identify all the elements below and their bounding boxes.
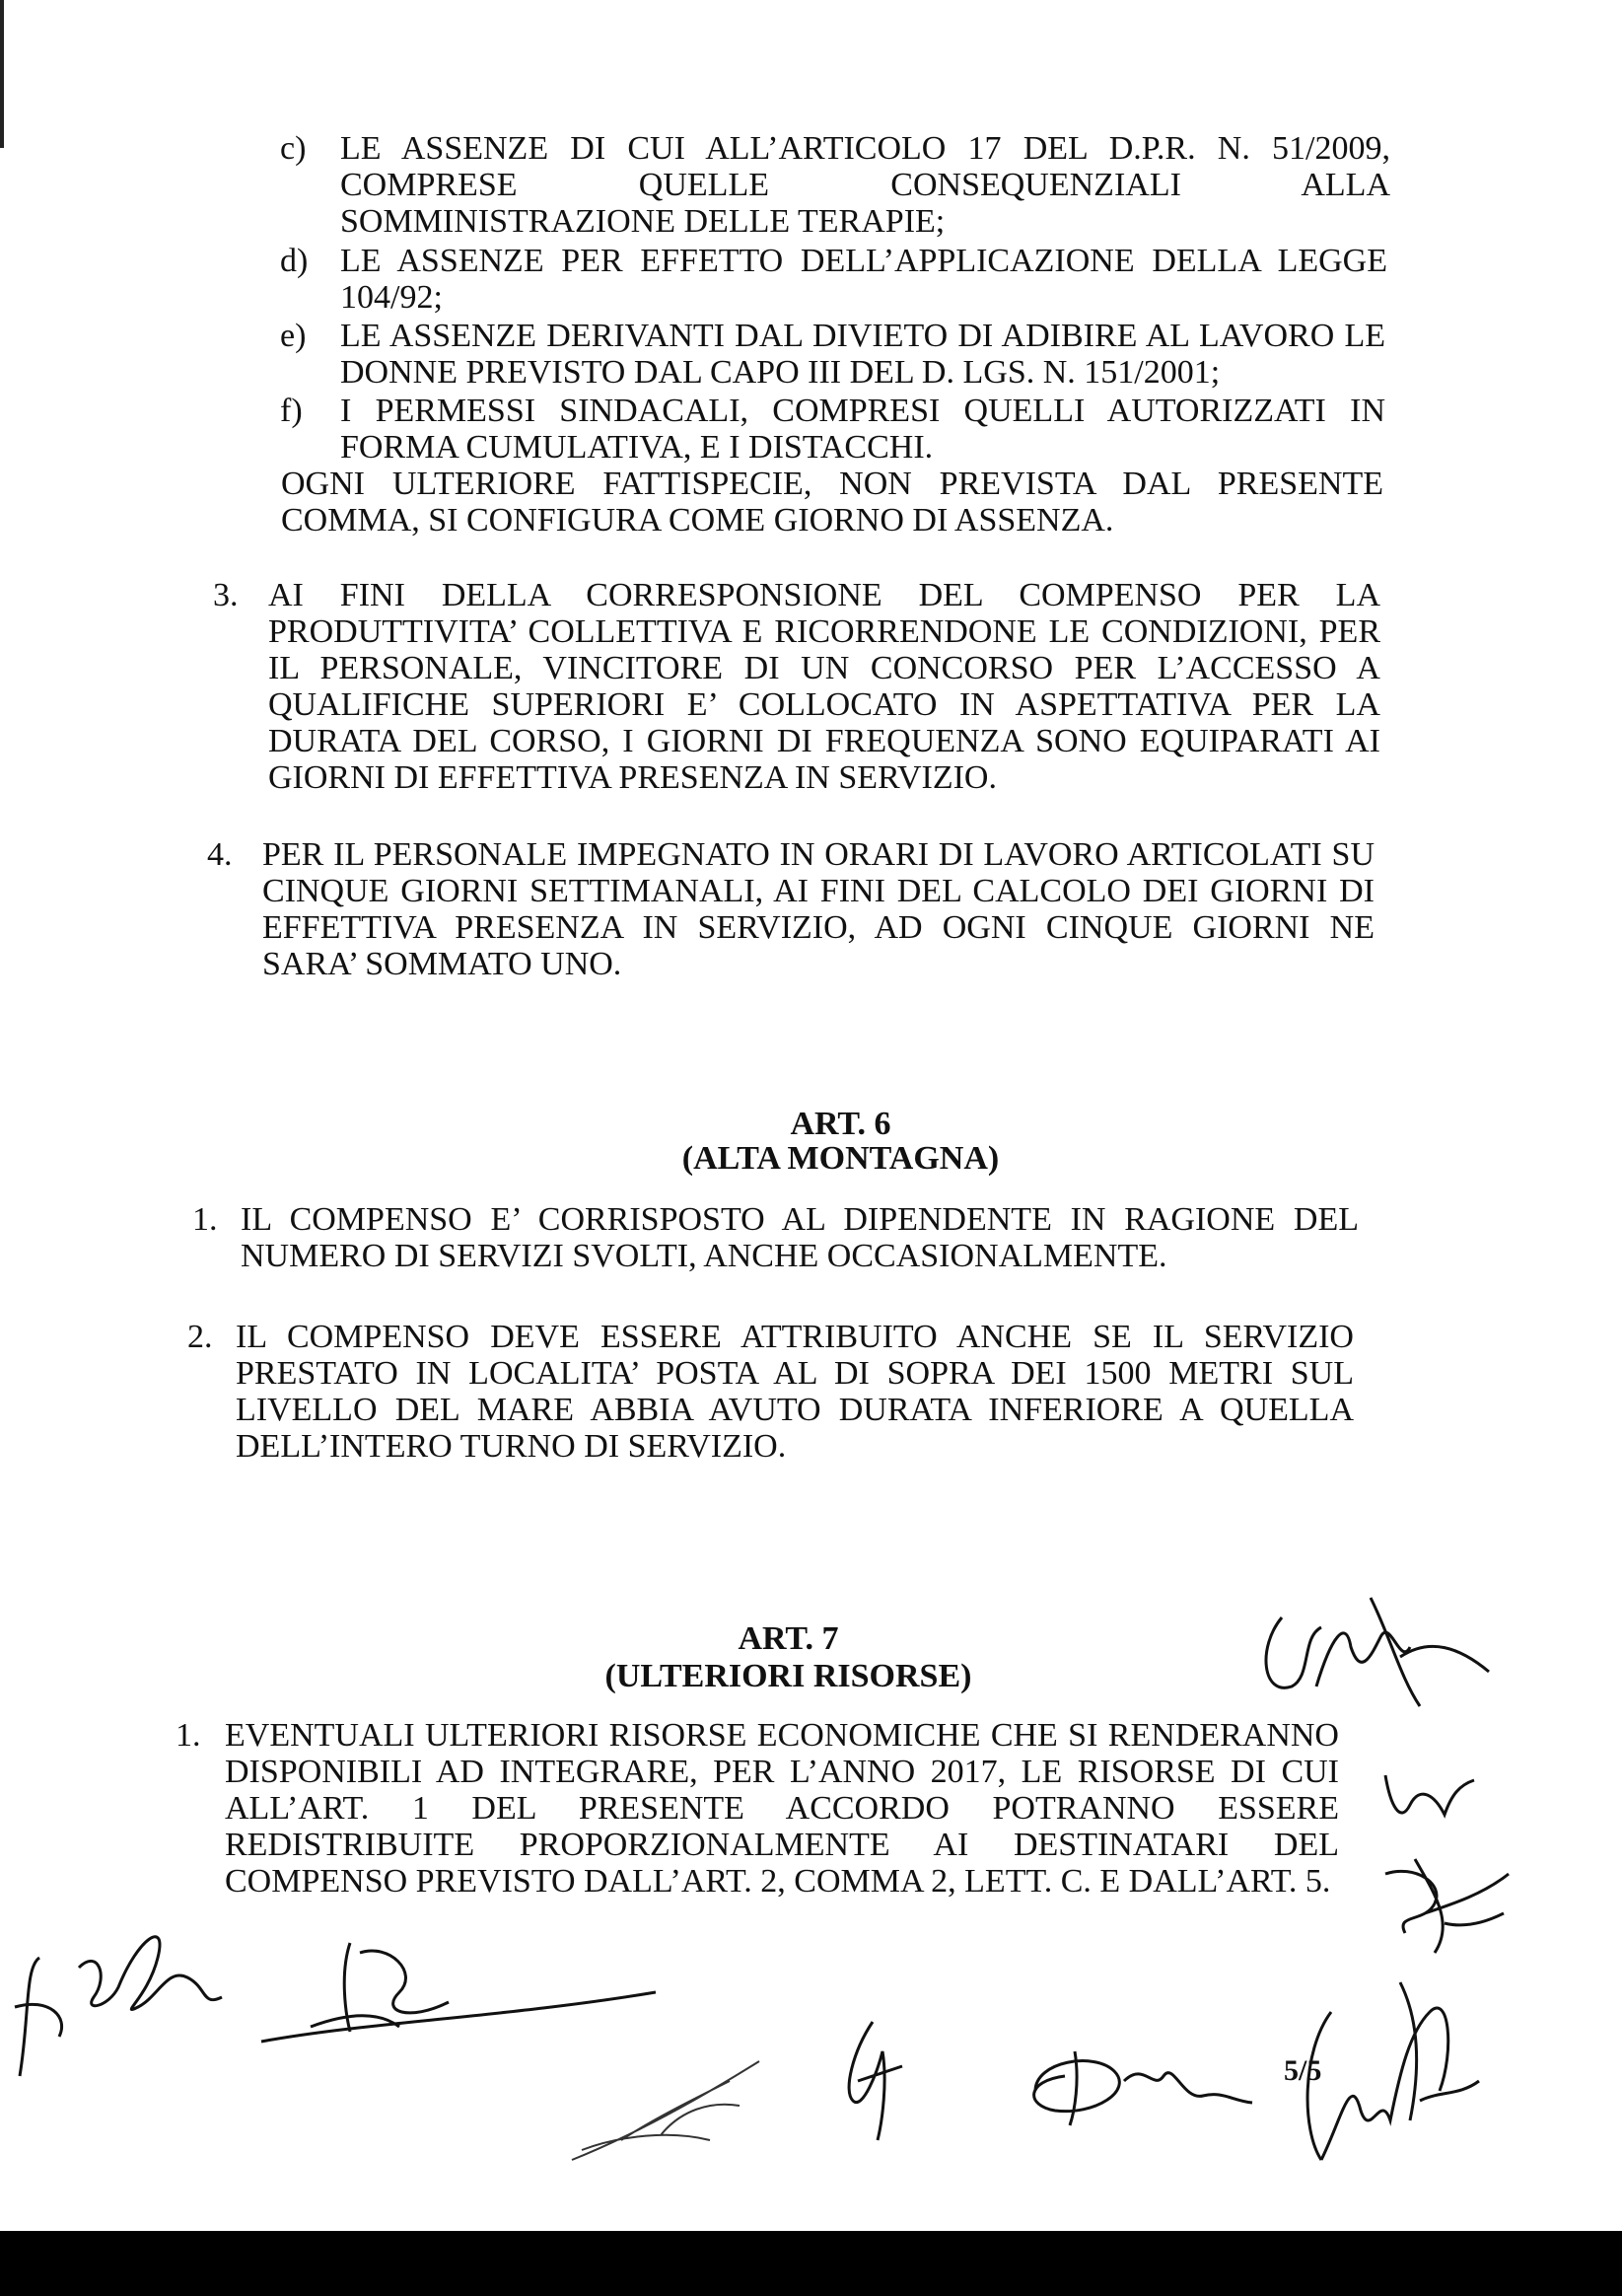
item-e-text: LE ASSENZE DERIVANTI DAL DIVIETO DI ADIBIRE AL LAVORO LE DONNE PREVISTO DAL CAPO III DEL D. LGS. N. 151/2001; — [340, 318, 1385, 391]
art6-p2-marker: 2. — [187, 1319, 213, 1355]
signature-center-right — [833, 2012, 912, 2155]
paragraph-3-marker: 3. — [213, 577, 239, 613]
item-e-marker: e) — [280, 318, 307, 354]
art7-subtitle: (ULTERIORI RISORSE) — [604, 1658, 972, 1694]
paragraph-3-text: AI FINI DELLA CORRESPONSIONE DEL COMPENSO PER LA PRODUTTIVITA’ COLLETTIVA E RICORRENDONE LE CONDIZIONI, PER IL PERSONALE, VINCITORE DI UN CONCORSO PER L’ACCESSO A QUALIFICHE SUPERIORI E’ COLLOCATO IN ASPETTATIVA PER LA DURATA DEL CORSO, I GIORNI DI FREQUENZA SONO EQUIPARATI AI GIORNI DI EFFETTIVA PRESENZA IN SERVIZIO. — [268, 577, 1380, 796]
art7-title: ART. 7 — [738, 1620, 839, 1657]
art6-p1-marker: 1. — [192, 1201, 218, 1238]
item-d-marker: d) — [280, 243, 309, 279]
signature-bottom-right — [1282, 1973, 1489, 2175]
signature-center-left — [251, 1933, 666, 2056]
paragraph-4-text: PER IL PERSONALE IMPEGNATO IN ORARI DI LAVORO ARTICOLATI SU CINQUE GIORNI SETTIMANALI, AI FINI DEL CALCOLO DEI GIORNI DI EFFETTIVA PRESENZA IN SERVIZIO, AD OGNI CINQUE GIORNI NE SARA’ SOMMATO UNO. — [262, 836, 1375, 982]
signature-top-right — [1252, 1578, 1509, 1731]
item-f-marker: f) — [280, 393, 303, 429]
signature-right-1 — [1380, 1765, 1479, 1839]
page-number: 5/5 — [1284, 2054, 1322, 2087]
scan-bottom-edge — [0, 2231, 1622, 2296]
signature-right-bottom — [1016, 2042, 1262, 2135]
item-c-marker: c) — [280, 130, 307, 167]
art6-p2-text: IL COMPENSO DEVE ESSERE ATTRIBUITO ANCHE SE IL SERVIZIO PRESTATO IN LOCALITA’ POSTA AL DI SOPRA DEI 1500 METRI SUL LIVELLO DEL MARE ABBIA AVUTO DURATA INFERIORE A QUELLA DELL’INTERO TURNO DI SERVIZIO. — [236, 1319, 1354, 1465]
signature-center — [562, 2042, 799, 2175]
signature-left — [0, 1899, 237, 2101]
paragraph-4-marker: 4. — [207, 836, 233, 873]
scan-edge — [0, 0, 4, 148]
item-c-text: LE ASSENZE DI CUI ALL’ARTICOLO 17 DEL D.P.R. N. 51/2009, COMPRESE QUELLE CONSEQUENZIALI ALLA SOMMINISTRAZIONE DELLE TERAPIE; — [340, 130, 1390, 240]
art6-title: ART. 6 — [790, 1106, 891, 1142]
art7-p1-marker: 1. — [176, 1717, 201, 1754]
item-f-text: I PERMESSI SINDACALI, COMPRESI QUELLI AUTORIZZATI IN FORMA CUMULATIVA, E I DISTACCHI. — [340, 393, 1385, 466]
art6-subtitle: (ALTA MONTAGNA) — [681, 1140, 1000, 1177]
item-d-text: LE ASSENZE PER EFFETTO DELL’APPLICAZIONE DELLA LEGGE 104/92; — [340, 243, 1387, 316]
art6-p1-text: IL COMPENSO E’ CORRISPOSTO AL DIPENDENTE IN RAGIONE DEL NUMERO DI SERVIZI SVOLTI, ANCHE OCCASIONALMENTE. — [241, 1201, 1359, 1274]
list-closing-text: OGNI ULTERIORE FATTISPECIE, NON PREVISTA DAL PRESENTE COMMA, SI CONFIGURA COME GIORNO DI ASSENZA. — [281, 466, 1383, 538]
signature-right-2 — [1375, 1854, 1514, 1968]
art7-p1-text: EVENTUALI ULTERIORI RISORSE ECONOMICHE CHE SI RENDERANNO DISPONIBILI AD INTEGRARE, PER L’ANNO 2017, LE RISORSE DI CUI ALL’ART. 1 DEL PRESENTE ACCORDO POTRANNO ESSERE REDISTRIBUITE PROPORZIONALMENTE AI DESTINATARI DEL COMPENSO PREVISTO DALL’ART. 2, COMMA 2, LETT. C. E DALL’ART. 5. — [225, 1717, 1339, 1900]
